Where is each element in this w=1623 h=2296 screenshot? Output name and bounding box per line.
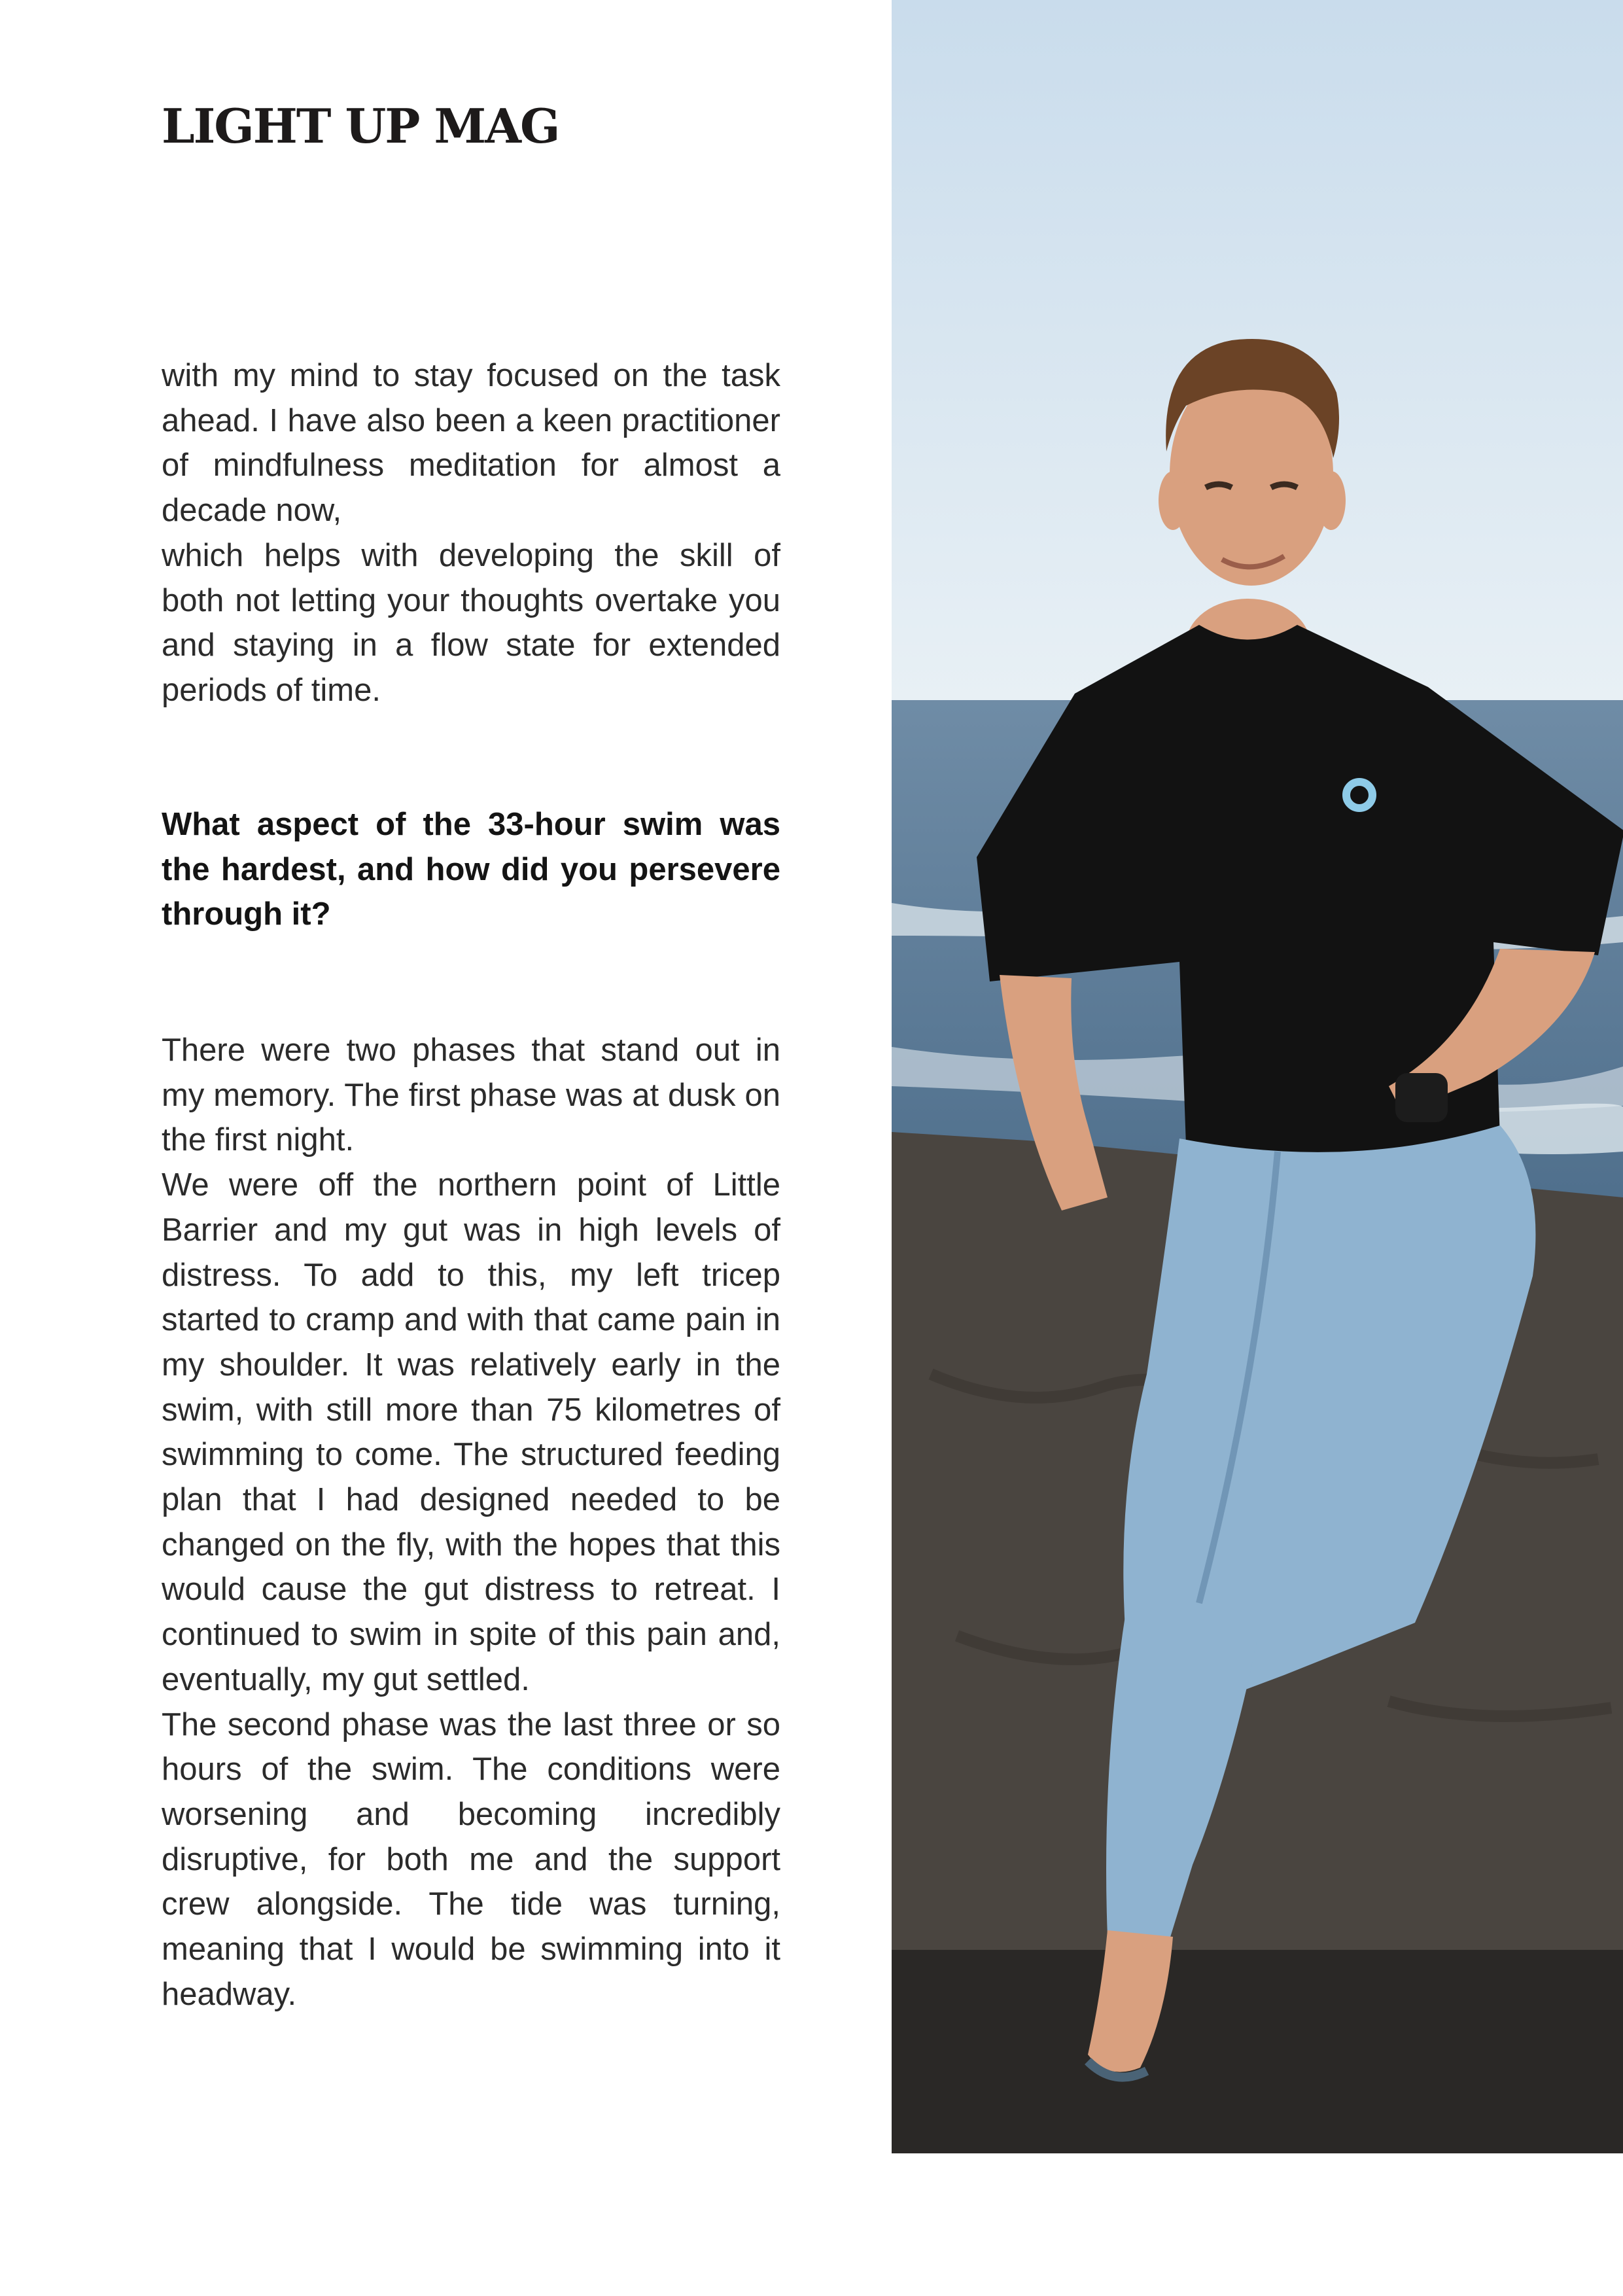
left-ear: [1159, 471, 1187, 530]
paragraph: with my mind to stay focused on the task ahead. I have also been a keen practitioner of mindfulness meditation for almost a decade now,: [162, 358, 780, 529]
portrait-illustration: [892, 0, 1623, 2153]
ground: [892, 1950, 1623, 2153]
watch: [1395, 1073, 1448, 1122]
article-body-answer: [162, 1028, 780, 2017]
article-body-intro: [162, 353, 780, 713]
question-text: What aspect of the 33-hour swim was the hardest, and how did you persevere through it?: [162, 807, 780, 932]
portrait-photo: [892, 0, 1623, 2153]
interview-question: [162, 802, 780, 937]
paragraph: There were two phases that stand out in my memory. The first phase was at dusk on the first night.: [162, 1033, 780, 1158]
paragraph: We were off the northern point of Little Barrier and my gut was in high levels of distress. To add to this, my left tricep started to cramp and with that came pain in my shoulder. It was relatively early in the swim, with still more than 75 kilometres of swimming to come. The structured feeding plan that I had designed needed to be changed on the fly, with the hopes that this would cause the gut distress to retreat. I continued to swim in spite of this pain and, eventually, my gut settled.: [162, 1167, 780, 1697]
paragraph: which helps with developing the skill of both not letting your thoughts overtake you and staying in a flow state for extended periods of time.: [162, 537, 780, 708]
masthead: LIGHT UP MAG: [162, 98, 559, 154]
paragraph: The second phase was the last three or so hours of the swim. The conditions were worsening and becoming incredibly disruptive, for both me and the support crew alongside. The tide was turning, meaning that I would be swimming into it headway.: [162, 1706, 780, 2012]
right-ear: [1317, 471, 1346, 530]
